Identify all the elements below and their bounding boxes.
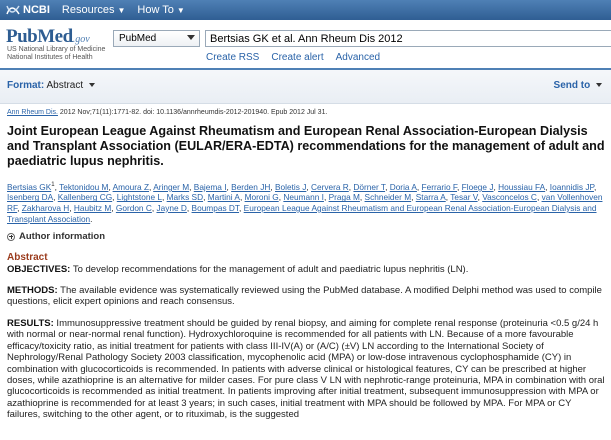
article-title: Joint European League Against Rheumatism and European Renal Association-European Dialysis and Transplant Association (EULAR/ERA-EDTA) recommendations for the management of adult and paediatric lupus nephritis. — [7, 124, 605, 168]
ncbi-top-bar — [0, 0, 611, 20]
author-link[interactable]: Dörner T — [353, 181, 386, 192]
author-link[interactable]: Praga M — [328, 192, 360, 203]
author-link[interactable]: Lightstone L — [116, 192, 163, 203]
author-link[interactable]: Zakharova H — [21, 202, 70, 213]
results-text: Immunosuppressive treatment should be guided by renal biopsy, and aiming for complete renal response (proteinuria <0.5 g/24 h with normal or near-normal renal function). Hydroxychloroquine is recommended for all patients with LN. Because of a more favourable efficacy/toxicity ratio, as initial treatment for patients with class III-IV(A) or (A/C) (±V) LN according to the International Society of Nephrology/Renal Pathology Society 2003 classification, mycophenolic acid (MPA) or low-dose intravenous cyclophosphamide (CY) in combination with glucocorticoids is recommended. In patients with adverse clinical or histological features, CY can be prescribed at higher doses, while azathioprine is an alternative for milder cases. For pure class V LN with nephrotic-range proteinuria, MPA in combination with oral glucocorticoids is recommended as initial treatment. In patients improving after initial treatment, subsequent immunosuppression with MPA or azathioprine is recommended for at least 3 years; in such cases, initial treatment with MPA should be followed by MPA. For MPA or CY failures, switching to the other agent, or to rituximab, is the suggested — [7, 318, 605, 421]
author-link[interactable]: Neumann I — [283, 192, 324, 203]
author-link[interactable]: Starra A — [415, 192, 446, 203]
nlm-subtitle — [7, 46, 105, 62]
author-link[interactable]: Gordon C — [115, 202, 152, 213]
chevron-down-icon: ▼ — [176, 5, 185, 15]
abstract-objectives — [7, 264, 607, 275]
author-link[interactable]: Boumpas DT — [191, 202, 240, 213]
citation-line — [7, 109, 327, 116]
format-bar — [0, 70, 611, 104]
author-link[interactable]: Kallenberg CG — [57, 192, 113, 203]
ncbi-logo-text: NCBI — [23, 4, 50, 16]
chevron-down-icon — [89, 83, 95, 87]
author-link[interactable]: Ioannidis JP — [549, 181, 594, 192]
logo-med: Med — [37, 26, 73, 47]
chevron-down-icon: ▼ — [117, 5, 126, 15]
author-link[interactable]: Ferrario F — [421, 181, 458, 192]
search-input[interactable]: Bertsias GK et al. Ann Rheum Dis 2012 — [205, 30, 611, 47]
ncbi-helix-icon — [6, 4, 20, 16]
journal-link[interactable]: Ann Rheum Dis. — [7, 109, 58, 116]
nih-line: National Institutes of Health — [7, 54, 93, 61]
author-link[interactable]: Amoura Z — [112, 181, 150, 192]
author-link[interactable]: Jayne D — [156, 202, 187, 213]
author-link[interactable]: Martini A — [207, 192, 240, 203]
author-link[interactable]: Aringer M — [153, 181, 190, 192]
format-selector[interactable] — [7, 80, 95, 91]
database-select-value: PubMed — [119, 33, 157, 44]
send-to-label: Send to — [553, 80, 591, 91]
results-label: RESULTS: — [7, 318, 54, 329]
author-link[interactable]: Bertsias GK — [7, 181, 52, 192]
logo-gov: .gov — [72, 34, 90, 45]
howto-menu[interactable] — [137, 4, 184, 16]
author-link[interactable]: Marks SD — [166, 192, 204, 203]
author-information-label: Author information — [19, 231, 106, 242]
create-alert-link[interactable]: Create alert — [271, 52, 324, 63]
author-link[interactable]: Floege J — [461, 181, 494, 192]
nlm-line: US National Library of Medicine — [7, 46, 106, 53]
author-link[interactable]: Schneider M — [364, 192, 412, 203]
pubmed-logo[interactable] — [6, 26, 90, 48]
author-link[interactable]: van Vollenhoven RF — [7, 192, 603, 213]
howto-menu-label: How To — [137, 4, 174, 16]
author-affiliation-sup: 1 — [51, 182, 55, 188]
expand-plus-icon — [7, 233, 15, 241]
author-link[interactable]: Moroni G — [244, 192, 279, 203]
chevron-down-icon — [596, 83, 602, 87]
methods-text: The available evidence was systematically reviewed using the PubMed database. A modified Delphi method was used to compile questions, elicit expert opinions and reach consensus. — [7, 285, 602, 308]
database-select[interactable] — [113, 30, 200, 47]
dropdown-arrow-icon — [187, 35, 195, 40]
author-link[interactable]: Boletis J — [274, 181, 307, 192]
author-link[interactable]: Tesar V — [450, 192, 478, 203]
objectives-label: OBJECTIVES: — [7, 264, 71, 275]
objectives-text: To develop recommendations for the management of adult and paediatric lupus nephritis (LN). — [70, 264, 469, 275]
create-rss-link[interactable]: Create RSS — [206, 52, 260, 63]
author-link[interactable]: Berden JH — [231, 181, 271, 192]
search-sub-links — [206, 52, 380, 63]
abstract-results — [7, 318, 607, 421]
author-list: Bertsias $GK^1$, Tektonidou M, Amoura Z, Aringer M, Bajema I, Berden JH, Boletis J, Cervera R, Dörner T, Doria A, Ferrario F, Floege J, Houssiau FA, Ioannidis JP, Isenberg DA, Kallenberg CG, Lightstone L, Marks SD, Martini A, Moroni G, Neumann I, Praga M, Schneider M, Starra A, Tesar V, Vasconcelos C, van Vollenhoven RF, Zakharova H, Haubitz M, Gordon C, Jayne D, Boumpas DT, European League Against Rheumatism and European Renal Association-European Dialysis and Transplant Association. — [7, 181, 603, 224]
format-label: Format: — [7, 80, 45, 91]
author-link[interactable]: Doria A — [389, 181, 417, 192]
advanced-search-link[interactable]: Advanced — [335, 52, 381, 63]
resources-menu-label: Resources — [61, 4, 115, 16]
author-link[interactable]: Haubitz M — [73, 202, 112, 213]
methods-label: METHODS: — [7, 285, 58, 296]
author-information-toggle[interactable] — [7, 231, 105, 242]
citation-details: 2012 Nov;71(11):1771-82. doi: 10.1136/annrheumdis-2012-201940. Epub 2012 Jul 31. — [57, 109, 328, 116]
author-link[interactable]: Vasconcelos C — [482, 192, 537, 203]
author-link[interactable]: European League Against Rheumatism and European Renal Association-European Dialysis and Transplant Association — [7, 202, 597, 224]
author-link[interactable]: Bajema I — [193, 181, 227, 192]
author-link[interactable]: Tektonidou M — [59, 181, 109, 192]
author-link[interactable]: Cervera R — [310, 181, 349, 192]
abstract-methods — [7, 285, 607, 308]
abstract-heading: Abstract — [7, 252, 48, 263]
pubmed-header — [0, 20, 611, 68]
logo-pub: Pub — [6, 26, 38, 47]
ncbi-logo[interactable] — [6, 4, 50, 16]
send-to-button[interactable] — [554, 80, 602, 91]
author-link[interactable]: Houssiau FA — [498, 181, 546, 192]
author-link[interactable]: Isenberg DA — [7, 192, 54, 203]
resources-menu[interactable] — [62, 4, 126, 16]
format-value: Abstract — [46, 80, 84, 91]
